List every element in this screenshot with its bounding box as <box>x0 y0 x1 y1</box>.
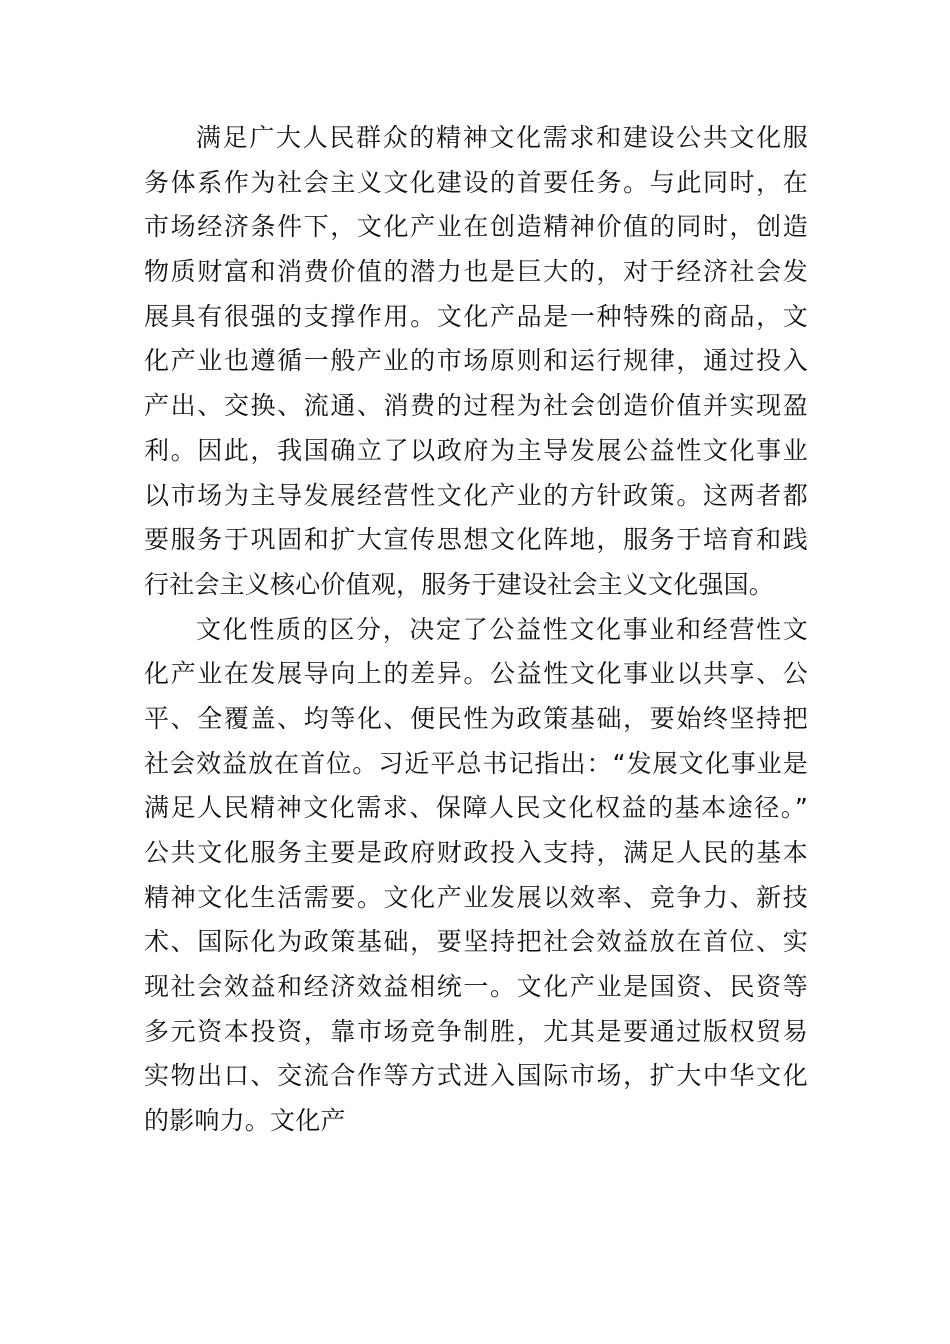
text-line: 的影响力。文化产 <box>144 1106 346 1136</box>
text-line: 文化性质的区分，决定了公益性文化事业和经营性文 <box>196 614 808 644</box>
text-line: 社会效益放在首位。习近平总书记指出：“发展文化事业是 <box>144 748 808 778</box>
text-line: 化产业也遵循一般产业的市场原则和运行规律，通过投入 <box>144 346 808 376</box>
text-line: 现社会效益和经济效益相统一。文化产业是国资、民资等 <box>144 972 808 1002</box>
text-line: 物质财富和消费价值的潜力也是巨大的，对于经济社会发 <box>144 257 808 287</box>
text-line: 公共文化服务主要是政府财政投入支持，满足人民的基本 <box>144 838 808 867</box>
text-line: 展具有很强的支撑作用。文化产品是一种特殊的商品，文 <box>144 301 808 331</box>
text-line: 以市场为主导发展经营性文化产业的方针政策。这两者都 <box>144 480 808 510</box>
text-line: 化产业在发展导向上的差异。公益性文化事业以共享、公 <box>144 659 808 689</box>
text-line: 术、国际化为政策基础，要坚持把社会效益放在首位、实 <box>144 927 808 957</box>
text-line: 要服务于巩固和扩大宣传思想文化阵地，服务于培育和践 <box>144 525 808 555</box>
paragraph-2 <box>144 608 808 1144</box>
text-line: 满足广大人民群众的精神文化需求和建设公共文化服 <box>196 123 808 152</box>
text-line: 实物出口、交流合作等方式进入国际市场，扩大中华文化 <box>144 1061 808 1091</box>
text-line: 精神文化生活需要。文化产业发展以效率、竞争力、新技 <box>144 882 808 912</box>
text-line: 产出、交换、流通、消费的过程为社会创造价值并实现盈 <box>144 391 808 421</box>
text-line: 利。因此，我国确立了以政府为主导发展公益性文化事业 <box>144 435 808 465</box>
text-line: 满足人民精神文化需求、保障人民文化权益的基本途径。” <box>144 793 808 823</box>
text-line: 行社会主义核心价值观，服务于建设社会主义文化强国。 <box>144 569 775 599</box>
paragraph-1 <box>144 116 808 608</box>
text-line: 市场经济条件下，文化产业在创造精神价值的同时，创造 <box>144 212 808 242</box>
text-line: 务体系作为社会主义文化建设的首要任务。与此同时，在 <box>144 167 808 197</box>
text-line: 平、全覆盖、均等化、便民性为政策基础，要始终坚持把 <box>144 703 808 733</box>
body-text <box>144 116 808 1144</box>
text-line: 多元资本投资，靠市场竞争制胜，尤其是要通过版权贸易 <box>144 1016 808 1046</box>
